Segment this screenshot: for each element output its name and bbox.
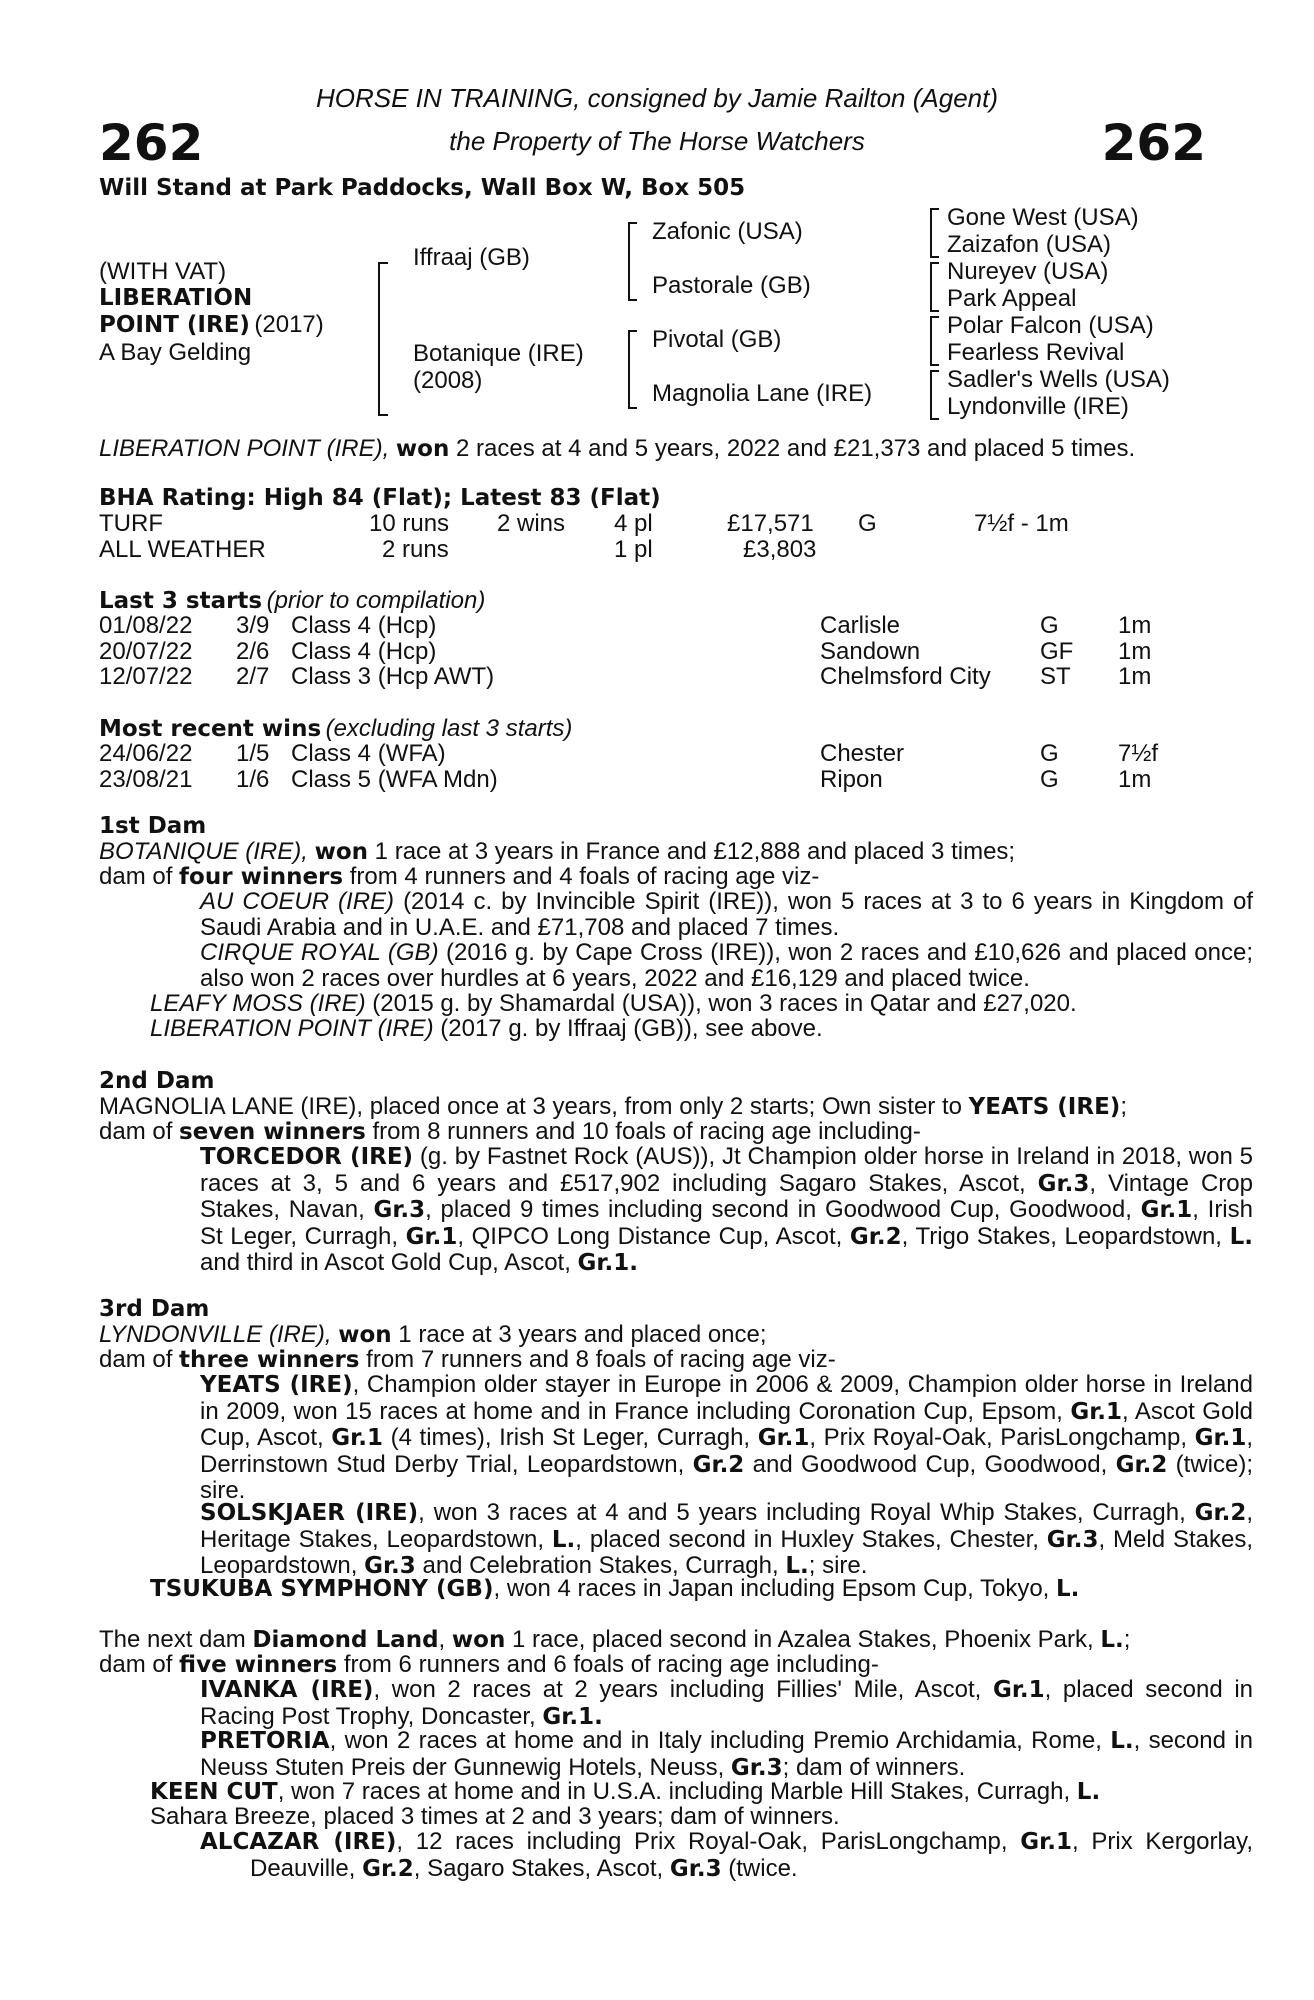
yeats-gr2a: Gr.2 <box>692 1451 745 1478</box>
dam1-l1-rest: 1 race at 3 years in France and £12,888 and placed 3 times; <box>368 838 1016 865</box>
rating-turf-dist: 7½f - 1m <box>974 510 1069 537</box>
dam3-winners: three winners <box>179 1347 360 1373</box>
last3-heading: Last 3 starts <box>99 588 263 614</box>
solskjaer-f: ; sire. <box>808 1552 868 1579</box>
next-dam-progeny-alcazar <box>200 1829 1253 1882</box>
nd-l2c: from 6 runners and 6 foals of racing age including- <box>337 1651 879 1678</box>
pedigree-brace-main <box>378 262 388 416</box>
dam1-name: BOTANIQUE (IRE), <box>99 838 308 865</box>
dam3-progeny-yeats <box>150 1372 1253 1504</box>
yeats-gr1c: Gr.1 <box>757 1425 810 1451</box>
dam2-heading: 2nd Dam <box>99 1068 215 1094</box>
yeats-a: , Champion older stayer in Europe in 2006 & 2009, Champion older horse in Ireland in 2009, won 15 races at home and in France including Coronation Cup, Epsom, <box>200 1371 1253 1425</box>
last3-row-dist: 1m <box>1118 637 1152 665</box>
dam1-progeny-2 <box>150 940 1253 991</box>
dam1-won: won <box>314 839 369 865</box>
win-row-going: G <box>1040 740 1059 767</box>
ivanka-gr1b: Gr.1 <box>542 1703 595 1730</box>
nd-l: L. <box>1100 1627 1124 1653</box>
nd-winners: five winners <box>179 1652 338 1678</box>
win-row-course: Ripon <box>820 765 883 793</box>
dam2-l2a: dam of <box>99 1118 180 1145</box>
dam3-l2a: dam of <box>99 1346 180 1373</box>
pedigree-brace-sire <box>628 222 637 301</box>
keencut-name: KEEN CUT <box>150 1779 278 1805</box>
last3-row-course: Chelmsford City <box>820 663 991 690</box>
dam1-p1-name: AU COEUR (IRE) <box>200 888 395 915</box>
dam1-p3-rest: (2015 g. by Shamardal (USA)), won 3 races in Qatar and £27,020. <box>365 990 1077 1017</box>
pedigree-brace-g3 <box>930 316 939 366</box>
last3-row-cls: Class 4 (Hcp) <box>291 612 437 639</box>
nd-l2a: dam of <box>99 1651 180 1678</box>
next-dam-progeny-keencut <box>150 1779 1203 1806</box>
win-row-date: 23/08/21 <box>99 765 193 793</box>
dam3-line2 <box>99 1347 1203 1374</box>
dam2-winners: seven winners <box>179 1119 366 1145</box>
pedigree-brace-g2 <box>930 262 939 312</box>
nd-a: The next dam <box>99 1626 253 1653</box>
win-row-dist: 7½f <box>1118 740 1159 767</box>
yeats-e: , Derrinstown Stud Derby Trial, Leopardstown, <box>200 1424 1253 1478</box>
win-row-pos: 1/6 <box>236 765 270 793</box>
tsukuba-l: L. <box>1056 1576 1080 1602</box>
yeats-gr1a: Gr.1 <box>1070 1398 1123 1425</box>
dam2-l1a: MAGNOLIA LANE (IRE), placed once at 3 years, from only 2 starts; Own sister to <box>99 1093 969 1120</box>
pretoria-name: PRETORIA <box>200 1728 330 1754</box>
dam2-progeny-torcedor <box>150 1144 1253 1277</box>
stand-location: Will Stand at Park Paddocks, Wall Box W, Box 505 <box>99 175 746 201</box>
nd-c: , <box>438 1626 452 1653</box>
pedigree-brace-dam <box>628 330 637 409</box>
pedigree-ggp-2: Zaizafon (USA) <box>947 231 1112 258</box>
torcedor-gr3a: Gr.3 <box>1037 1170 1090 1197</box>
dam2-line1 <box>99 1094 1203 1121</box>
pedigree-dam-dam: Magnolia Lane (IRE) <box>652 380 873 407</box>
pedigree-ggp-4: Park Appeal <box>947 285 1077 312</box>
rating-aw-runs: 2 runs <box>382 536 449 563</box>
dam3-l2c: from 7 runners and 8 foals of racing age viz- <box>359 1346 836 1373</box>
last3-row-going: GF <box>1040 637 1074 665</box>
alcazar-c: , Sagaro Stakes, Ascot, <box>413 1854 670 1882</box>
horse-name-line2-wrap <box>99 311 324 338</box>
lot-number-left: 262 <box>99 114 204 172</box>
torcedor-b: , Vintage Crop Stakes, Navan, <box>200 1169 1253 1223</box>
dam1-p4-name: LIBERATION POINT (IRE) <box>150 1015 434 1042</box>
summary-won: won <box>395 436 450 462</box>
dam3-line1 <box>99 1322 1203 1349</box>
torcedor-d: , Irish St Leger, Curragh, <box>200 1196 1253 1250</box>
ivanka-dot: . <box>594 1703 603 1730</box>
rating-turf-pl: 4 pl <box>614 510 653 537</box>
win-row-date: 24/06/22 <box>99 740 193 767</box>
summary-horse-name: LIBERATION POINT (IRE), <box>99 435 390 462</box>
racing-summary <box>99 436 1135 462</box>
next-dam-line1 <box>99 1627 1203 1654</box>
solskjaer-a: , won 3 races at 4 and 5 years including Royal Whip Stakes, Curragh, <box>418 1499 1195 1526</box>
solskjaer-gr3b: Gr.3 <box>364 1553 416 1579</box>
rating-turf-money: £17,571 <box>727 510 814 537</box>
solskjaer-l1: L. <box>551 1526 576 1553</box>
solskjaer-l2: L. <box>785 1553 809 1579</box>
pedigree-dam-sire: Pivotal (GB) <box>652 326 782 353</box>
wins-note: (excluding last 3 starts) <box>325 715 573 742</box>
last3-row-pos: 2/7 <box>236 663 270 690</box>
torcedor-a: (g. by Fastnet Rock (AUS)), Jt Champion older horse in Ireland in 2018, won 5 races at 3, 5 and 6 years and £517,902 including Sagaro Stakes, Ascot, <box>200 1143 1253 1197</box>
pedigree-sire-sire: Zafonic (USA) <box>652 218 803 245</box>
dam1-l2c: from 4 runners and 4 foals of racing age viz- <box>343 863 820 890</box>
last3-heading-wrap <box>99 588 485 614</box>
torcedor-e: , QIPCO Long Distance Cup, Ascot, <box>457 1222 850 1250</box>
ivanka-a: , won 2 races at 2 years including Fillies' Mile, Ascot, <box>373 1676 993 1703</box>
tsukuba-a: , won 4 races in Japan including Epsom Cup, Tokyo, <box>493 1575 1057 1602</box>
nd-name: Diamond Land <box>252 1627 439 1653</box>
last3-row-course: Carlisle <box>820 612 901 639</box>
win-row-going: G <box>1040 765 1059 793</box>
yeats-gr1b: Gr.1 <box>331 1425 383 1451</box>
rating-turf-surface: TURF <box>99 510 163 537</box>
consignor-line: HORSE IN TRAINING, consigned by Jamie Railton (Agent) <box>315 83 999 113</box>
horse-name-line2: POINT (IRE) <box>99 312 250 338</box>
solskjaer-gr3a: Gr.3 <box>1046 1526 1099 1553</box>
next-dam-progeny-ivanka <box>150 1677 1253 1730</box>
next-dam-progeny-pretoria <box>150 1728 1253 1781</box>
yeats-f: and Goodwood Cup, Goodwood, <box>744 1450 1116 1478</box>
last3-row-pos: 3/9 <box>236 612 270 639</box>
vat-label: (WITH VAT) <box>99 258 227 285</box>
last3-row-dist: 1m <box>1118 612 1152 639</box>
last3-row-cls: Class 4 (Hcp) <box>291 637 437 665</box>
last3-row-date: 12/07/22 <box>99 663 193 690</box>
yeats-g: (twice); sire. <box>200 1450 1254 1504</box>
pretoria-c: ; dam of winners. <box>782 1753 966 1781</box>
dam3-won: won <box>338 1322 392 1348</box>
solskjaer-name: SOLSKJAER (IRE) <box>200 1500 419 1526</box>
dam1-progeny-4 <box>150 1016 1203 1042</box>
last3-row-going: G <box>1040 612 1059 639</box>
last3-row-date: 20/07/22 <box>99 637 193 665</box>
rating-turf-wins: 2 wins <box>497 510 566 537</box>
yeats-name: YEATS (IRE) <box>200 1372 353 1398</box>
ivanka-gr1a: Gr.1 <box>992 1677 1045 1703</box>
rating-heading: BHA Rating: High 84 (Flat); Latest 83 (Flat) <box>99 485 661 511</box>
dam1-p4-rest: (2017 g. by Iffraaj (GB)), see above. <box>433 1015 823 1042</box>
dam3-progeny-solskjaer <box>150 1500 1253 1580</box>
ivanka-name: IVANKA (IRE) <box>200 1677 374 1703</box>
solskjaer-c: , placed second in Huxley Stakes, Chester, <box>575 1525 1047 1553</box>
pedigree-sire: Iffraaj (GB) <box>413 244 530 271</box>
last3-row-date: 01/08/22 <box>99 612 193 639</box>
keencut-a: , won 7 races at home and in U.S.A. including Marble Hill Stakes, Curragh, <box>277 1778 1077 1805</box>
pedigree-brace-g1 <box>930 208 939 258</box>
win-row-cls: Class 5 (WFA Mdn) <box>291 765 498 793</box>
pretoria-gr3: Gr.3 <box>730 1754 783 1781</box>
summary-rest: 2 races at 4 and 5 years, 2022 and £21,373 and placed 5 times. <box>449 435 1136 462</box>
last3-row-going: ST <box>1040 663 1071 690</box>
solskjaer-e: and Celebration Stakes, Curragh, <box>415 1552 786 1579</box>
solskjaer-gr2: Gr.2 <box>1194 1500 1247 1526</box>
dam3-progeny-tsukuba <box>150 1576 1203 1603</box>
dam1-p2-rest: (2016 g. by Cape Cross (IRE)), won 2 races and £10,626 and placed once; also won 2 races over hurdles at 6 years, 2022 and £16,129 and placed twice. <box>200 939 1253 992</box>
alcazar-gr2: Gr.2 <box>362 1855 414 1882</box>
dam1-progeny-3 <box>150 991 1203 1017</box>
alcazar-a: , 12 races including Prix Royal-Oak, ParisLongchamp, <box>396 1828 1021 1855</box>
dam2-l1c: ; <box>1120 1093 1127 1120</box>
rating-turf-runs: 10 runs <box>369 510 450 537</box>
horse-description: A Bay Gelding <box>99 339 252 366</box>
dam3-name: LYNDONVILLE (IRE), <box>99 1321 332 1348</box>
horse-name-line1: LIBERATION <box>99 285 253 311</box>
alcazar-b: , Prix Kergorlay, Deauville, <box>250 1828 1254 1882</box>
dam1-p1-rest: (2014 c. by Invincible Spirit (IRE)), won 5 races at 3 to 6 years in Kingdom of Saudi Arabia and in U.A.E. and £71,708 and placed 7 times. <box>200 888 1253 941</box>
alcazar-d: (twice. <box>721 1854 798 1882</box>
torcedor-gr2: Gr.2 <box>849 1223 902 1250</box>
torcedor-gr3b: Gr.3 <box>373 1197 426 1223</box>
dam3-l1-rest: 1 race at 3 years and placed once; <box>391 1321 767 1348</box>
wins-heading: Most recent wins <box>99 716 322 742</box>
win-row-cls: Class 4 (WFA) <box>291 740 446 767</box>
yeats-gr2b: Gr.2 <box>1115 1451 1168 1478</box>
last3-row-dist: 1m <box>1118 663 1152 690</box>
keencut-l: L. <box>1076 1779 1101 1805</box>
pedigree-ggp-3: Nureyev (USA) <box>947 258 1109 285</box>
last3-note: (prior to compilation) <box>266 587 486 614</box>
dam1-line2 <box>99 864 1203 891</box>
rating-aw-money: £3,803 <box>743 536 817 563</box>
win-row-pos: 1/5 <box>236 740 270 767</box>
yeats-b: , Ascot Gold Cup, Ascot, <box>200 1397 1254 1451</box>
lot-number-right: 262 <box>1101 114 1206 172</box>
alcazar-gr3: Gr.3 <box>669 1855 722 1882</box>
win-row-course: Chester <box>820 740 905 767</box>
next-dam-keencut-cont <box>150 1804 1203 1830</box>
property-line: the Property of The Horse Watchers <box>449 126 865 156</box>
pedigree-ggp-7: Sadler's Wells (USA) <box>947 366 1170 393</box>
pretoria-b: , second in Neuss Stuten Preis der Gunnewig Hotels, Neuss, <box>200 1727 1253 1781</box>
last3-row-pos: 2/6 <box>236 637 270 665</box>
pedigree-sire-dam: Pastorale (GB) <box>652 272 811 299</box>
dam3-heading: 3rd Dam <box>99 1296 210 1322</box>
rating-turf-going: G <box>858 510 877 537</box>
keencut-b: Sahara Breeze, placed 3 times at 2 and 3 years; dam of winners. <box>150 1803 840 1830</box>
pedigree-ggp-1: Gone West (USA) <box>947 204 1139 231</box>
dam1-l2a: dam of <box>99 863 180 890</box>
yeats-d: , Prix Royal-Oak, ParisLongchamp, <box>809 1424 1195 1451</box>
torcedor-l: L. <box>1229 1223 1253 1250</box>
nd-won: won <box>451 1627 506 1653</box>
next-dam-line2 <box>99 1652 1203 1679</box>
nd-e: ; <box>1123 1626 1131 1653</box>
tsukuba-name: TSUKUBA SYMPHONY (GB) <box>150 1576 494 1602</box>
last3-row-course: Sandown <box>820 637 921 665</box>
yeats-c: (4 times), Irish St Leger, Curragh, <box>382 1424 758 1451</box>
pedigree-ggp-6: Fearless Revival <box>947 339 1125 366</box>
dam1-p2-name: CIRQUE ROYAL (GB) <box>200 939 439 966</box>
wins-heading-wrap <box>99 716 572 742</box>
torcedor-c: , placed 9 times including second in Goodwood Cup, Goodwood, <box>425 1196 1141 1223</box>
pedigree-dam-year: (2008) <box>413 367 483 394</box>
solskjaer-d: , Meld Stakes, Leopardstown, <box>200 1525 1253 1579</box>
win-row-dist: 1m <box>1118 765 1152 793</box>
torcedor-gr1a: Gr.1 <box>1140 1197 1193 1223</box>
dam2-sister: YEATS (IRE) <box>968 1094 1121 1120</box>
alcazar-gr1: Gr.1 <box>1020 1829 1072 1855</box>
horse-year: (2017) <box>254 311 324 338</box>
solskjaer-b: , Heritage Stakes, Leopardstown, <box>200 1499 1253 1553</box>
dam2-line2 <box>99 1119 1203 1146</box>
nd-d: 1 race, placed second in Azalea Stakes, Phoenix Park, <box>505 1626 1101 1653</box>
pedigree-ggp-5: Polar Falcon (USA) <box>947 312 1154 339</box>
pedigree-dam: Botanique (IRE) <box>413 340 584 367</box>
torcedor-gr1c: Gr.1 <box>577 1250 630 1276</box>
yeats-gr1d: Gr.1 <box>1194 1425 1247 1451</box>
alcazar-name: ALCAZAR (IRE) <box>200 1829 397 1855</box>
ivanka-b: , placed second in Racing Post Trophy, Doncaster, <box>200 1676 1253 1730</box>
dam2-l2c: from 8 runners and 10 foals of racing age including- <box>365 1118 921 1145</box>
pretoria-l: L. <box>1110 1728 1134 1754</box>
rating-aw-pl: 1 pl <box>614 536 653 563</box>
torcedor-name: TORCEDOR (IRE) <box>200 1144 414 1170</box>
pretoria-a: , won 2 races at home and in Italy including Premio Archidamia, Rome, <box>329 1727 1111 1754</box>
rating-aw-surface: ALL WEATHER <box>99 536 266 563</box>
torcedor-dot: . <box>629 1250 638 1276</box>
dam1-winners: four winners <box>179 864 344 890</box>
torcedor-f: , Trigo Stakes, Leopardstown, <box>901 1222 1230 1250</box>
pedigree-brace-g4 <box>930 370 939 420</box>
dam1-line1 <box>99 839 1203 866</box>
last3-row-cls: Class 3 (Hcp AWT) <box>291 663 495 690</box>
torcedor-gr1b: Gr.1 <box>405 1223 458 1250</box>
dam1-heading: 1st Dam <box>99 813 207 839</box>
pedigree-ggp-8: Lyndonville (IRE) <box>947 393 1129 420</box>
torcedor-g: and third in Ascot Gold Cup, Ascot, <box>200 1249 578 1276</box>
dam1-p3-name: LEAFY MOSS (IRE) <box>150 990 366 1017</box>
dam1-progeny-1 <box>150 889 1253 940</box>
